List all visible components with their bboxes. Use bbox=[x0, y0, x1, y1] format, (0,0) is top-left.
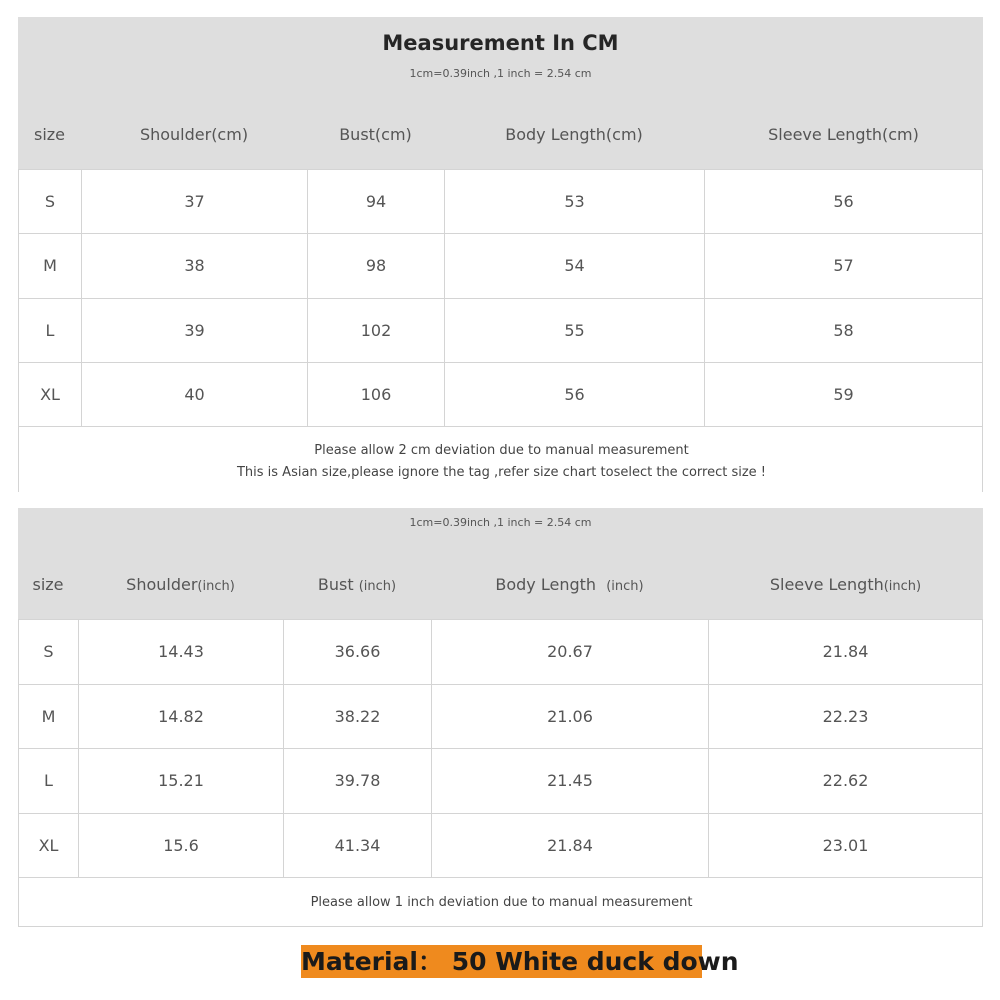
header-unit: (inch) bbox=[606, 579, 644, 594]
header-label: Body Length bbox=[495, 575, 607, 594]
sleeve-length-cell: 22.23 bbox=[708, 685, 983, 749]
table-row bbox=[18, 684, 983, 749]
header-label: size bbox=[32, 575, 64, 594]
body-length-cell: 21.45 bbox=[431, 749, 708, 813]
header-shoulder bbox=[78, 575, 283, 594]
size-cell: XL bbox=[18, 363, 81, 427]
size-cell: XL bbox=[18, 814, 78, 878]
cm-table-footer bbox=[18, 426, 983, 492]
size-cell: L bbox=[18, 749, 78, 813]
header-label: Sleeve Length bbox=[769, 575, 884, 594]
cm-size-table bbox=[18, 17, 983, 492]
shoulder-cell: 39 bbox=[81, 299, 307, 363]
shoulder-cell: 40 bbox=[81, 363, 307, 427]
table-row bbox=[18, 619, 983, 684]
bust-cell: 98 bbox=[307, 234, 444, 298]
asian-size-note: This is Asian size,please ignore the tag ,refer size chart toselect the correct size ! bbox=[236, 465, 767, 480]
shoulder-cell: 15.21 bbox=[78, 749, 283, 813]
header-size: size bbox=[33, 125, 66, 144]
inch-table-header-band bbox=[18, 508, 983, 619]
deviation-note: Please allow 2 cm deviation due to manual measurement bbox=[314, 443, 689, 458]
table-row bbox=[18, 748, 983, 813]
body-length-cell: 21.06 bbox=[431, 685, 708, 749]
shoulder-cell: 15.6 bbox=[78, 814, 283, 878]
header-bust bbox=[283, 575, 431, 594]
material-banner: Material： 50 White duck down bbox=[301, 947, 739, 976]
header-size bbox=[18, 575, 78, 594]
header-body-length: Body Length(cm) bbox=[505, 125, 643, 144]
deviation-note: Please allow 1 inch deviation due to manual measurement bbox=[310, 895, 693, 910]
sleeve-length-cell: 56 bbox=[704, 170, 983, 234]
body-length-cell: 20.67 bbox=[431, 620, 708, 684]
sleeve-length-cell: 57 bbox=[704, 234, 983, 298]
size-cell: M bbox=[18, 234, 81, 298]
bust-cell: 41.34 bbox=[283, 814, 431, 878]
size-cell: S bbox=[18, 170, 81, 234]
body-length-cell: 54 bbox=[444, 234, 704, 298]
conversion-note: 1cm=0.39inch ,1 inch = 2.54 cm bbox=[409, 67, 592, 80]
table-row bbox=[18, 298, 983, 363]
body-length-cell: 53 bbox=[444, 170, 704, 234]
sleeve-length-cell: 23.01 bbox=[708, 814, 983, 878]
body-length-cell: 56 bbox=[444, 363, 704, 427]
size-cell: S bbox=[18, 620, 78, 684]
header-bust: Bust(cm) bbox=[339, 125, 412, 144]
table-row bbox=[18, 362, 983, 427]
header-unit: (inch) bbox=[197, 579, 235, 594]
bust-cell: 102 bbox=[307, 299, 444, 363]
bust-cell: 38.22 bbox=[283, 685, 431, 749]
header-sleeve-length bbox=[708, 575, 983, 594]
table-row bbox=[18, 233, 983, 298]
shoulder-cell: 38 bbox=[81, 234, 307, 298]
header-shoulder: Shoulder(cm) bbox=[139, 125, 249, 144]
sleeve-length-cell: 58 bbox=[704, 299, 983, 363]
conversion-note: 1cm=0.39inch ,1 inch = 2.54 cm bbox=[409, 516, 592, 529]
size-cell: M bbox=[18, 685, 78, 749]
body-length-cell: 55 bbox=[444, 299, 704, 363]
size-cell: L bbox=[18, 299, 81, 363]
table-title: Measurement In CM bbox=[382, 31, 619, 55]
header-sleeve-length: Sleeve Length(cm) bbox=[768, 125, 919, 144]
table-row bbox=[18, 169, 983, 234]
shoulder-cell: 37 bbox=[81, 170, 307, 234]
inch-size-table bbox=[18, 508, 983, 927]
body-length-cell: 21.84 bbox=[431, 814, 708, 878]
bust-cell: 106 bbox=[307, 363, 444, 427]
shoulder-cell: 14.43 bbox=[78, 620, 283, 684]
cm-table-header-band bbox=[18, 17, 983, 169]
header-body-length bbox=[431, 575, 708, 594]
header-unit: (inch) bbox=[358, 579, 397, 594]
bust-cell: 39.78 bbox=[283, 749, 431, 813]
header-label: Shoulder bbox=[126, 575, 198, 594]
sleeve-length-cell: 59 bbox=[704, 363, 983, 427]
header-unit: (inch) bbox=[883, 579, 922, 594]
sleeve-length-cell: 21.84 bbox=[708, 620, 983, 684]
sleeve-length-cell: 22.62 bbox=[708, 749, 983, 813]
header-label: Bust bbox=[317, 575, 359, 594]
bust-cell: 94 bbox=[307, 170, 444, 234]
bust-cell: 36.66 bbox=[283, 620, 431, 684]
table-row bbox=[18, 813, 983, 878]
inch-table-footer bbox=[18, 877, 983, 927]
shoulder-cell: 14.82 bbox=[78, 685, 283, 749]
